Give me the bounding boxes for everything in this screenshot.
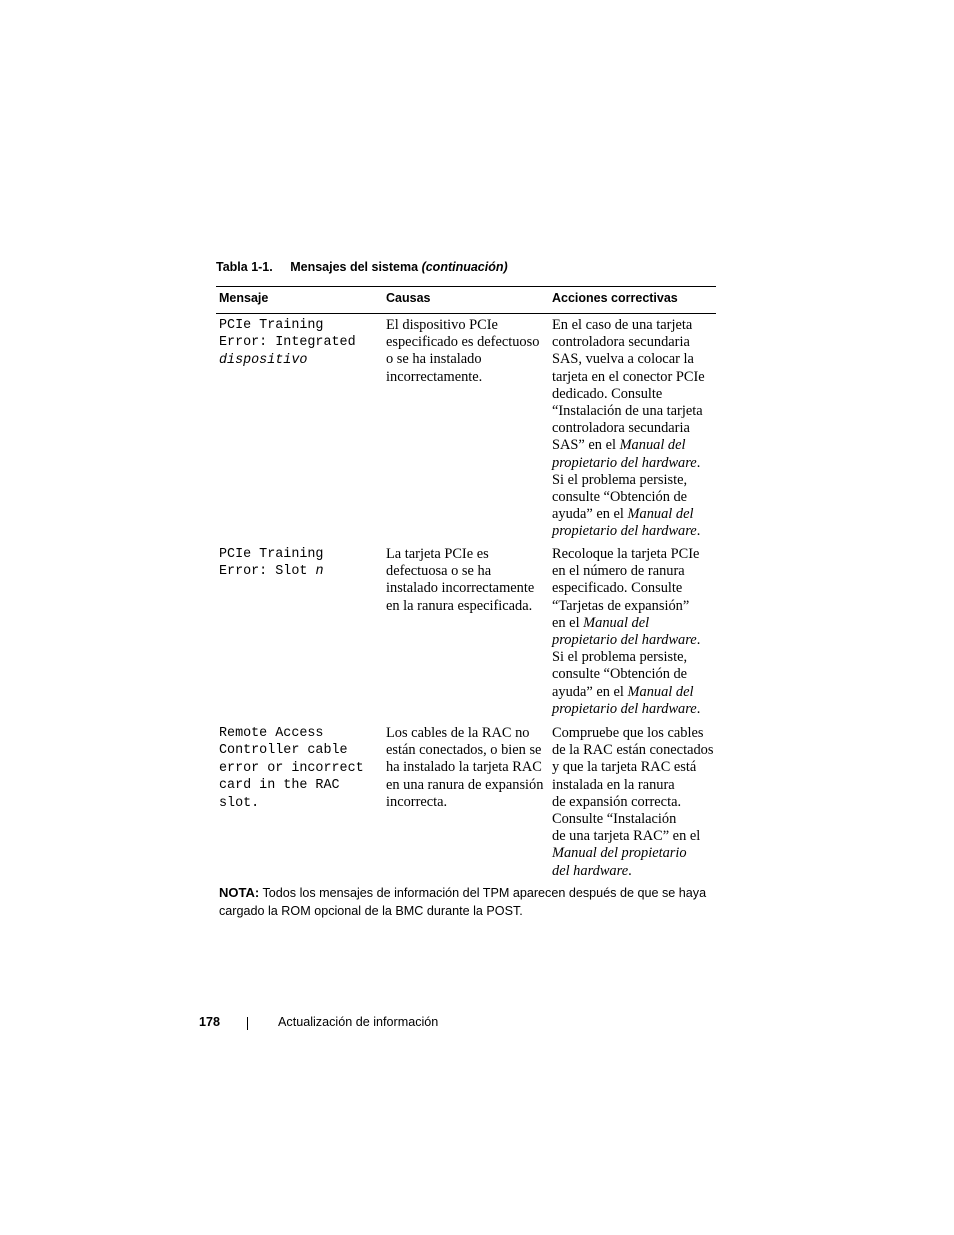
actions-line: SAS, vuelva a colocar la	[552, 351, 694, 368]
actions-line: y que la tarjeta RAC está	[552, 759, 697, 776]
actions-line: Si el problema persiste,	[552, 471, 688, 488]
message-cell	[219, 546, 379, 581]
causes-line: en la ranura especificada.	[386, 597, 533, 614]
actions-line: del hardware.	[552, 862, 632, 879]
message-line: PCIe Training	[219, 318, 324, 333]
causes-line: están conectados, o bien se	[386, 742, 542, 759]
causes-line: El dispositivo PCIe	[386, 317, 498, 333]
message-line: PCIe Training	[219, 547, 324, 562]
page-number: 178	[199, 1015, 221, 1029]
actions-line: propietario del hardware.	[552, 632, 701, 649]
table-continuation: (continuación)	[421, 260, 508, 274]
section-title: Actualización de información	[278, 1015, 439, 1029]
message-line: Controller cable	[219, 743, 348, 759]
causes-line: incorrecta.	[386, 793, 448, 810]
actions-line: dedicado. Consulte	[552, 385, 663, 402]
table-row	[216, 546, 716, 725]
note	[219, 884, 719, 920]
actions-line: en el Manual del	[552, 614, 650, 631]
actions-line: Manual del propietario	[552, 845, 687, 862]
page-footer	[0, 1015, 954, 1035]
table-row	[216, 725, 716, 903]
causes-line: en una ranura de expansión	[386, 776, 544, 793]
causes-line: incorrectamente.	[386, 368, 483, 385]
slot-variable: n	[315, 564, 324, 580]
actions-line: tarjeta en el conector PCIe	[552, 368, 705, 385]
actions-line: Consulte “Instalación	[552, 811, 677, 828]
actions-line: de expansión correcta.	[552, 793, 682, 810]
causes-line: especificado es defectuoso	[386, 334, 540, 351]
actions-line: instalada en la ranura	[552, 776, 675, 793]
note-text: Todos los mensajes de información del TPM aparecen después de que se haya	[262, 886, 707, 900]
note-label: NOTA:	[219, 885, 260, 900]
actions-line: SAS” en el Manual del	[552, 437, 686, 454]
header-causes: Causas	[386, 291, 431, 305]
message-cell	[219, 317, 379, 369]
header-actions: Acciones correctivas	[552, 291, 678, 305]
actions-line: Si el problema persiste,	[552, 649, 688, 666]
causes-line: defectuosa o se ha	[386, 563, 492, 580]
actions-cell	[552, 546, 716, 718]
actions-line: Compruebe que los cables	[552, 725, 704, 741]
actions-line: consulte “Obtención de	[552, 666, 688, 683]
causes-line: ha instalado la tarjeta RAC	[386, 759, 542, 776]
footer-divider	[247, 1017, 248, 1030]
causes-line: instalado incorrectamente	[386, 580, 535, 597]
actions-line: controladora secundaria	[552, 420, 690, 437]
message-line: Remote Access	[219, 726, 324, 741]
actions-line: consulte “Obtención de	[552, 489, 688, 506]
actions-line: de una tarjeta RAC” en el	[552, 828, 701, 845]
actions-line: controladora secundaria	[552, 334, 690, 351]
message-line: Error: Integrated	[219, 335, 356, 351]
message-cell	[219, 725, 379, 812]
causes-line: Los cables de la RAC no	[386, 725, 530, 741]
table-caption	[216, 260, 508, 274]
message-variable: dispositivo	[219, 352, 308, 368]
causes-cell	[386, 725, 548, 811]
note-text: cargado la ROM opcional de la BMC durante la POST.	[219, 904, 523, 918]
actions-line: “Tarjetas de expansión”	[552, 597, 690, 614]
causes-line: La tarjeta PCIe es	[386, 546, 489, 562]
actions-line: especificado. Consulte	[552, 580, 683, 597]
table-number: Tabla 1-1.	[216, 260, 273, 274]
actions-line: propietario del hardware.	[552, 523, 701, 540]
causes-cell	[386, 546, 548, 615]
table-title: Mensajes del sistema	[290, 260, 419, 274]
actions-line: propietario del hardware.	[552, 700, 701, 717]
actions-cell	[552, 725, 716, 880]
actions-line: ayuda” en el Manual del	[552, 506, 694, 523]
table-row	[216, 317, 716, 546]
actions-line: en el número de ranura	[552, 563, 685, 580]
actions-line: propietario del hardware.	[552, 454, 701, 471]
actions-cell	[552, 317, 716, 541]
actions-line: ayuda” en el Manual del	[552, 683, 694, 700]
message-line: slot.	[219, 795, 260, 811]
causes-line: o se ha instalado	[386, 351, 482, 368]
header-message: Mensaje	[219, 291, 269, 305]
actions-line: de la RAC están conectados	[552, 742, 714, 759]
actions-line: “Instalación de una tarjeta	[552, 403, 703, 420]
actions-line: En el caso de una tarjeta	[552, 317, 693, 333]
system-messages-table	[216, 286, 716, 903]
causes-cell	[386, 317, 548, 386]
message-line: error or incorrect	[219, 760, 364, 776]
table-header	[216, 286, 716, 314]
message-line: card in the RAC	[219, 778, 340, 794]
actions-line: Recoloque la tarjeta PCIe	[552, 546, 700, 562]
message-line: Error: Slot n	[219, 564, 324, 580]
